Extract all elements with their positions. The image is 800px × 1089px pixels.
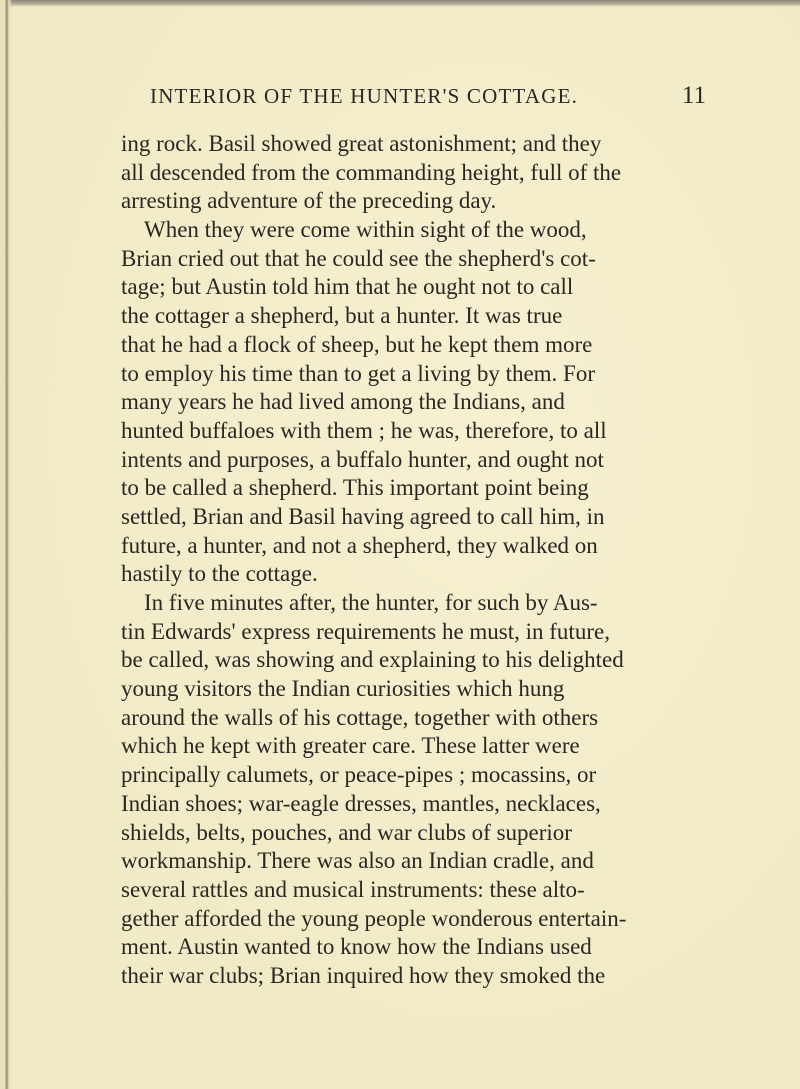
- text-line: tage; but Austin told him that he ought not to call: [121, 274, 574, 300]
- text-line: hunted buffaloes with them ; he was, therefore, to all: [121, 417, 607, 443]
- text-line: young visitors the Indian curiosities which hung: [121, 676, 565, 702]
- text-line: tin Edwards' express requirements he must, in future,: [121, 618, 610, 644]
- text-line: the cottager a shepherd, but a hunter. It was true: [121, 303, 563, 329]
- text-line: ing rock. Basil showed great astonishment; and they: [121, 131, 602, 156]
- page-gutter-edge: [0, 0, 12, 1089]
- text-line: many years he had lived among the Indians, and: [121, 389, 565, 415]
- running-title: INTERIOR OF THE HUNTER'S COTTAGE.: [150, 84, 579, 108]
- page-number: 11: [681, 82, 706, 109]
- text-line: several rattles and musical instruments: these alto-: [121, 876, 585, 902]
- text-line: intents and purposes, a buffalo hunter, and ought not: [121, 446, 604, 472]
- text-line: principally calumets, or peace-pipes ; mocassins, or: [121, 762, 597, 788]
- text-line: around the walls of his cottage, together with others: [121, 704, 599, 730]
- text-line: workmanship. There was also an Indian cradle, and: [121, 848, 594, 874]
- text-line: to be called a shepherd. This important point being: [121, 475, 589, 501]
- text-line: shields, belts, pouches, and war clubs of superior: [121, 819, 572, 845]
- text-line: gether afforded the young people wonderous entertain-: [121, 905, 627, 931]
- text-line: ment. Austin wanted to know how the Indians used: [121, 934, 592, 960]
- text-line: settled, Brian and Basil having agreed to call him, in: [121, 503, 605, 529]
- text-line: hastily to the cottage.: [121, 561, 318, 587]
- text-line: Indian shoes; war-eagle dresses, mantles, necklaces,: [121, 790, 601, 816]
- text-line: which he kept with greater care. These latter were: [121, 733, 580, 759]
- text-line: to employ his time than to get a living by them. For: [121, 360, 596, 386]
- text-line: be called, was showing and explaining to his delighted: [121, 647, 624, 673]
- body-text: [93, 130, 733, 991]
- text-line: arresting adventure of the preceding day.: [121, 188, 497, 214]
- text-line: future, a hunter, and not a shepherd, they walked on: [121, 532, 598, 558]
- running-head: [150, 84, 710, 114]
- text-line: Brian cried out that he could see the shepherd's cot-: [121, 245, 596, 271]
- text-line: In five minutes after, the hunter, for such by Aus-: [144, 590, 598, 615]
- text-line: that he had a flock of sheep, but he kept them more: [121, 331, 593, 357]
- text-line: all descended from the commanding height, full of the: [121, 159, 622, 185]
- page-top-edge: [0, 0, 800, 7]
- text-line: their war clubs; Brian inquired how they smoked the: [121, 962, 606, 988]
- text-line: When they were come within sight of the wood,: [144, 217, 587, 243]
